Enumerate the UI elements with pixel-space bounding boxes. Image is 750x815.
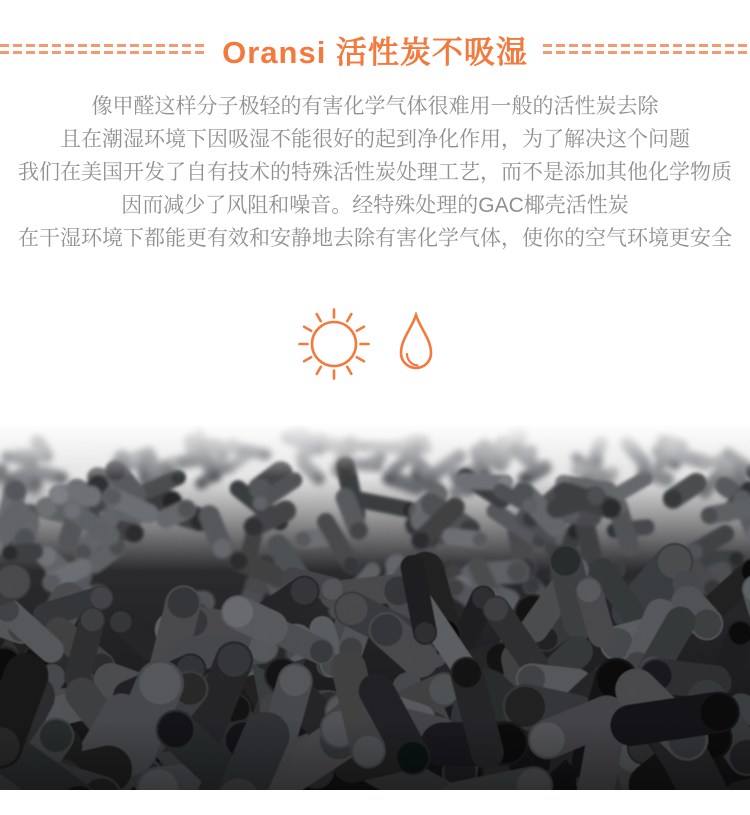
page-title: Oransi 活性炭不吸湿 [222,34,528,70]
section-header [0,27,750,71]
feature-icons [0,308,750,380]
intro-paragraph [0,90,750,255]
carbon-pellets-photo [0,425,750,790]
dashed-divider-left [0,44,207,54]
intro-line: 像甲醛这样分子极轻的有害化学气体很难用一般的活性炭去除 [91,95,659,118]
intro-line: 且在潮湿环境下因吸湿不能很好的起到净化作用，为了解决这个问题 [60,128,690,151]
intro-line: 我们在美国开发了自有技术的特殊活性炭处理工艺，而不是添加其他化学物质 [18,161,732,184]
intro-line: 因而减少了风阻和噪音。经特殊处理的GAC椰壳活性炭 [121,194,629,217]
dashed-divider-right [543,44,750,54]
intro-line: 在干湿环境下都能更有效和安静地去除有害化学气体，使你的空气环境更安全 [18,227,732,250]
sun-icon [298,308,370,380]
bottom-whitespace [0,790,750,815]
water-drop-icon [396,312,436,376]
